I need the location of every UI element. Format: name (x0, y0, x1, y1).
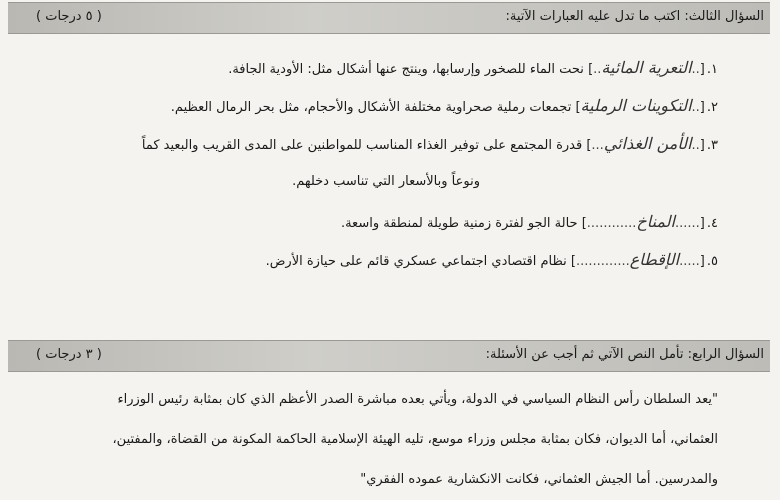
question-4-title: السؤال الرابع: تأمل النص الآتي ثم أجب عن الأسئلة: (485, 347, 764, 362)
passage-line: والمدرسين. أما الجيش العثماني، فكانت الانكشارية عموده الفقري" (360, 472, 718, 487)
question-3-item-3-continuation: ونوعاً وبالأسعار التي تناسب دخلهم. (292, 174, 480, 189)
question-3-item-4: ٤.[......المناخ............] حالة الجو لفترة زمنية طويلة لمنطقة واسعة. (340, 212, 718, 231)
item-text: حالة الجو لفترة زمنية طويلة لمنطقة واسعة. (340, 216, 578, 231)
handwritten-answer: الأمن الغذائي (603, 134, 692, 153)
item-number: ٢. (706, 100, 718, 115)
question-4-points: ( ٣ درجات ) (36, 347, 102, 362)
question-3-title: السؤال الثالث: اكتب ما تدل عليه العبارات الآتية: (505, 9, 764, 24)
item-text: نظام اقتصادي اجتماعي عسكري قائم على حيازة الأرض. (265, 254, 567, 269)
passage-line: العثماني، أما الديوان، فكان بمثابة مجلس وزراء موسع، تليه الهيئة الإسلامية الحاكمة المكونة من القضاة، والمفتين، (112, 432, 718, 447)
handwritten-answer: التعرية المائية (601, 58, 692, 77)
question-3-item-2: ٢.[..التكوينات الرملية] تجمعات رملية صحراوية مختلفة الأشكال والأحجام، مثل بحر الرمال العظيم. (170, 96, 718, 115)
question-3-points: ( ٥ درجات ) (36, 9, 102, 24)
question-4-header (8, 340, 770, 372)
item-text: تجمعات رملية صحراوية مختلفة الأشكال والأحجام، مثل بحر الرمال العظيم. (170, 100, 572, 115)
question-3-item-3: ٣.[..الأمن الغذائي...] قدرة المجتمع على توفير الغذاء المناسب للمواطنين على المدى القريب والبعيد كماً (141, 134, 718, 153)
handwritten-answer: الإقطاع (629, 250, 680, 269)
question-3-item-5: ٥.[.....الإقطاع.............] نظام اقتصادي اجتماعي عسكري قائم على حيازة الأرض. (265, 250, 718, 269)
item-number: ١. (706, 62, 718, 77)
question-3-header (8, 2, 770, 34)
item-text: نحت الماء للصخور وإرسابها، وينتج عنها أشكال مثل: الأودية الجافة. (228, 62, 584, 77)
item-number: ٥. (706, 254, 718, 269)
question-3-item-1: ١.[..التعرية المائية..] نحت الماء للصخور وإرسابها، وينتج عنها أشكال مثل: الأودية الجافة. (228, 58, 718, 77)
item-number: ٤. (706, 216, 718, 231)
handwritten-answer: المناخ (636, 212, 675, 231)
item-number: ٣. (706, 138, 718, 153)
item-text: قدرة المجتمع على توفير الغذاء المناسب للمواطنين على المدى القريب والبعيد كماً (141, 138, 583, 153)
handwritten-answer: التكوينات الرملية (580, 96, 692, 115)
passage-line: "يعد السلطان رأس النظام السياسي في الدولة، ويأتي بعده مباشرة الصدر الأعظم الذي كان بمثابة رئيس الوزراء (117, 392, 718, 407)
